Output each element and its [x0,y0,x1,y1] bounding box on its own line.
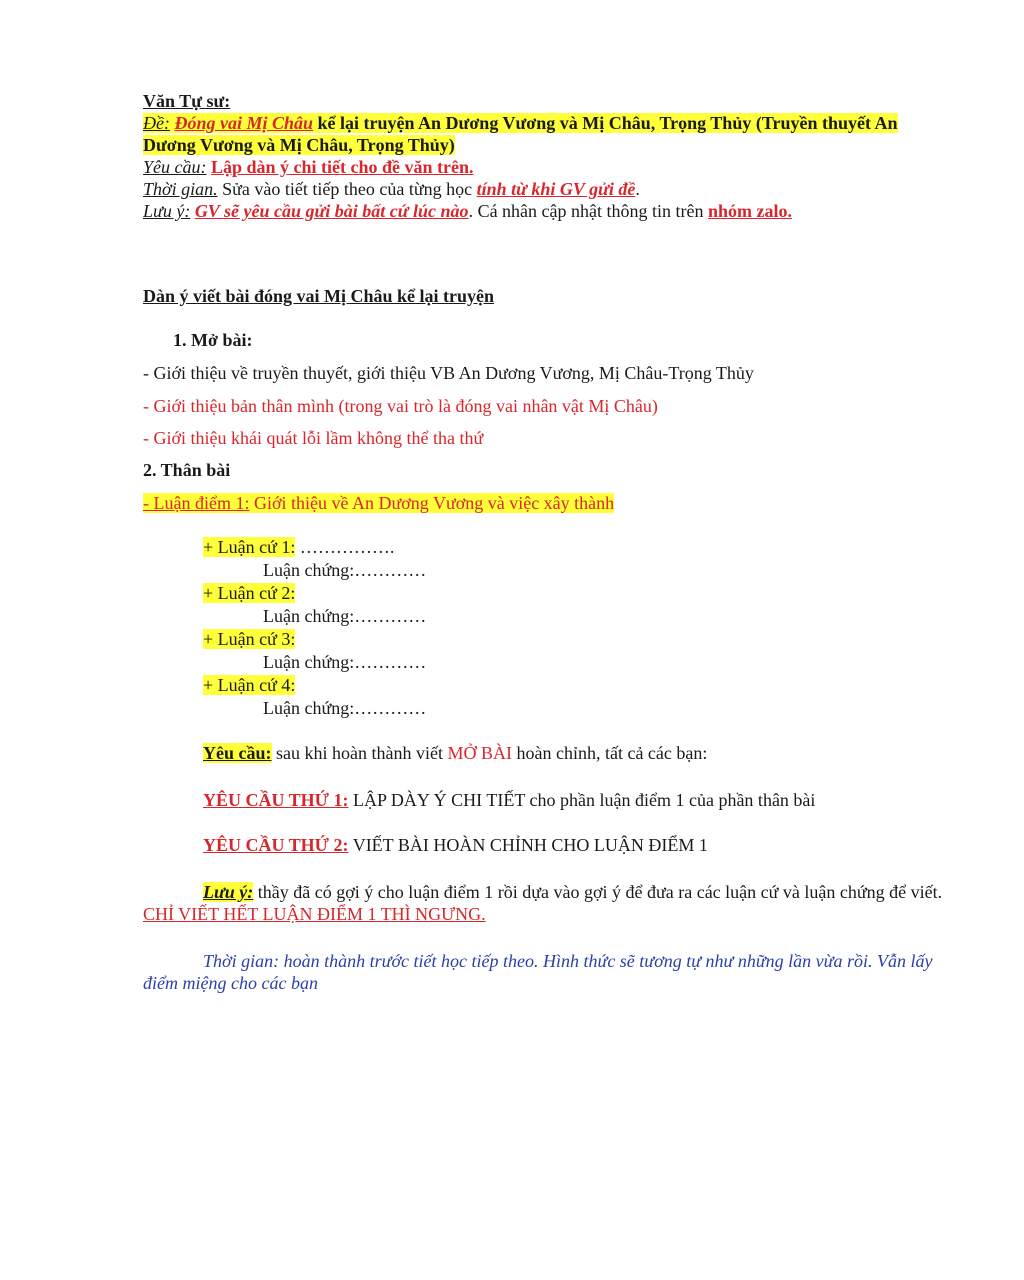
intro-item: - Giới thiệu khái quát lỗi lầm không thể tha thứ [143,428,484,448]
requirement-line [143,156,943,178]
evidence-label: + Luận cứ 3: [203,629,296,649]
req1-label: YÊU CẦU THỨ 1: [203,790,349,810]
evidence-dots: ……………. [295,537,395,557]
time-emphasis: tính từ khi GV gửi đề [476,179,636,199]
intro-heading: 1. Mở bài: [173,330,253,350]
requirement-text: Lập dàn ý chi tiết cho đề văn trên. [210,157,474,177]
page-title: Văn Tự sư: [143,91,231,111]
argument-label: - Luận điểm 1: [143,493,250,513]
req2-label: YÊU CẦU THỨ 2: [203,835,349,855]
evidence-label: + Luận cứ 4: [203,675,296,695]
evidence-label: + Luận cứ 1: [203,537,296,557]
intro-item: - Giới thiệu về truyền thuyết, giới thiệu VB An Dương Vương, Mị Châu-Trọng Thủy [143,363,754,383]
requirement-2 [143,834,943,856]
evidence-item [143,628,943,651]
time-text: Sửa vào tiết tiếp theo của từng học [217,179,477,199]
assignment-header [143,90,943,222]
final-note [143,881,943,925]
final-note-red: CHỈ VIẾT HẾT LUẬN ĐIỂM 1 THÌ NGƯNG. [143,904,486,924]
topic-role: Đóng vai Mị Châu [174,113,314,133]
note-emphasis: GV sẽ yêu cầu gửi bài bất cứ lúc nào [194,201,469,221]
req-text: sau khi hoàn thành viết [271,743,448,763]
topic-label: Đề: [143,113,170,133]
evidence-proof: Luận chứng:………… [263,560,427,580]
intro-item: - Giới thiệu bản thân mình (trong vai trò là đóng vai nhân vật Mị Châu) [143,396,658,416]
note-line [143,200,943,222]
argument-text: Giới thiệu về An Dương Vương và việc xây thành [249,493,615,513]
note-label: Lưu ý: [143,201,191,221]
evidence-label: + Luận cứ 2: [203,583,296,603]
requirement-1 [143,789,943,811]
zalo-group: nhóm zalo. [708,201,793,221]
note-text: . Cá nhân cập nhật thông tin trên [468,201,709,221]
final-note-label: Lưu ý: [203,882,254,902]
req-label: Yêu cầu: [203,743,272,763]
outline-title: Dàn ý viết bài đóng vai Mị Châu kể lại truyện [143,286,495,306]
evidence-list [143,536,943,720]
req1-text: LẬP DÀY Ý CHI TIẾT cho phần luận điểm 1 của phần thân bài [348,790,816,810]
final-note-text: thầy đã có gợi ý cho luận điểm 1 rồi dựa vào gợi ý để đưa ra các luận cứ và luận chứng để viết. [253,882,943,902]
time-line [143,178,943,200]
requirement-label: Yêu cầu: [143,157,207,177]
topic-text: kể lại truyện An Dương Vương và Mị Châu, Trọng Thủy (Truyền thuyết An Dương Vương và Mị Châu, Trọng Thủy) [143,113,898,155]
body-heading: 2. Thân bài [143,460,231,480]
req-mobai: MỞ BÀI [447,743,512,763]
time-note: Thời gian: hoàn thành trước tiết học tiếp theo. Hình thức sẽ tương tự như những lần vừa rồi. Vẫn lấy điểm miệng cho các bạn [143,951,933,993]
requirement-intro [143,742,943,764]
req2-text: VIẾT BÀI HOÀN CHỈNH CHO LUẬN ĐIỂM 1 [348,835,708,855]
evidence-item [143,674,943,697]
time-label: Thời gian. [143,179,218,199]
evidence-proof: Luận chứng:………… [263,652,427,672]
argument-1 [143,492,943,514]
evidence-item [143,582,943,605]
evidence-proof: Luận chứng:………… [263,698,427,718]
evidence-item [143,536,943,559]
topic-line [143,112,943,156]
evidence-proof: Luận chứng:………… [263,606,427,626]
time-end: . [635,179,640,199]
req-text-2: hoàn chỉnh, tất cả các bạn: [511,743,708,763]
